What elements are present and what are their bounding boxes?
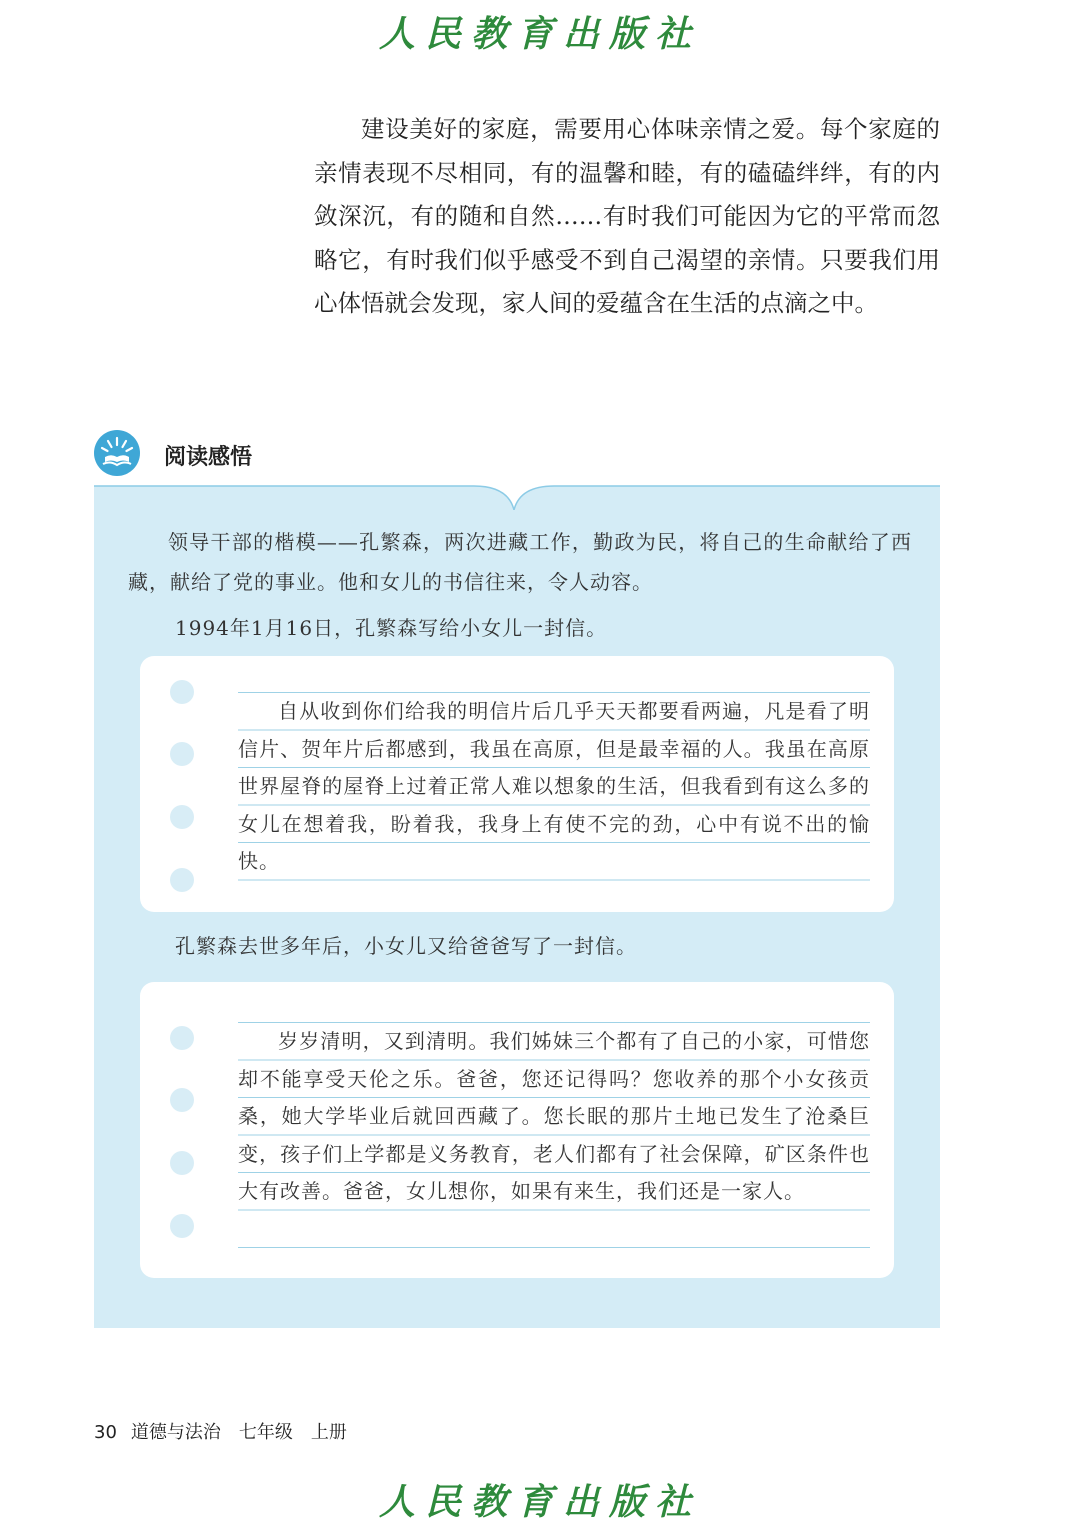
binder-hole bbox=[170, 1214, 194, 1238]
binder-hole bbox=[170, 680, 194, 704]
reading-panel bbox=[94, 476, 940, 1328]
letter-text-father: 自从收到你们给我的明信片后几乎天天都要看两遍，凡是看了明信片、贺年片后都感到，我虽在高原，但是最幸福的人。我虽在高原世界屋脊的屋脊上过着正常人难以想象的生活，但我看到有这么多的女儿在想着我，盼着我，我身上有使不完的劲，心中有说不出的愉快。 bbox=[238, 692, 870, 881]
page-footer bbox=[94, 1418, 347, 1444]
binder-hole bbox=[170, 742, 194, 766]
book-sunrise-icon bbox=[94, 430, 140, 476]
binder-hole bbox=[170, 1088, 194, 1112]
publisher-logo-top: 人民教育出版社 bbox=[378, 13, 701, 55]
letter-text-daughter: 岁岁清明，又到清明。我们姊妹三个都有了自己的小家，可惜您却不能享受天伦之乐。爸爸，您还记得吗？您收养的那个小女孩贡桑，她大学毕业后就回西藏了。您长眠的那片土地已发生了沧桑巨变，孩子们上学都是义务教育，老人们都有了社会保障，矿区条件也大有改善。爸爸，女儿想你，如果有来生，我们还是一家人。 bbox=[238, 1022, 870, 1249]
page-number: 30 bbox=[94, 1422, 117, 1443]
binder-hole bbox=[170, 1026, 194, 1050]
binder-hole bbox=[170, 1151, 194, 1175]
intro-kong-fansen: 领导干部的楷模——孔繁森，两次进藏工作，勤政为民，将自己的生命献给了西藏，献给了党的事业。他和女儿的书信往来，令人动容。 bbox=[128, 530, 912, 594]
letter1-caption: 1994年1月16日，孔繁森写给小女儿一封信。 bbox=[175, 616, 608, 640]
section-title: 阅读感悟 bbox=[164, 445, 253, 470]
binder-hole bbox=[170, 805, 194, 829]
publisher-logo-bottom: 人民教育出版社 bbox=[378, 1481, 701, 1523]
letter2-caption: 孔繁森去世多年后，小女儿又给爸爸写了一封信。 bbox=[175, 934, 637, 958]
letter-card-father bbox=[140, 656, 894, 912]
book-title: 道德与法治 七年级 上册 bbox=[130, 1422, 347, 1443]
letter-card-daughter bbox=[140, 982, 894, 1278]
panel-tab-edge bbox=[94, 476, 940, 510]
intro-paragraph: 建设美好的家庭，需要用心体味亲情之爱。每个家庭的亲情表现不尽相同，有的温馨和睦，有的磕磕绊绊，有的内敛深沉，有的随和自然……有时我们可能因为它的平常而忽略它，有时我们似乎感受不到自己渴望的亲情。只要我们用心体悟就会发现，家人间的爱蕴含在生活的点滴之中。 bbox=[314, 115, 940, 317]
binder-hole bbox=[170, 868, 194, 892]
